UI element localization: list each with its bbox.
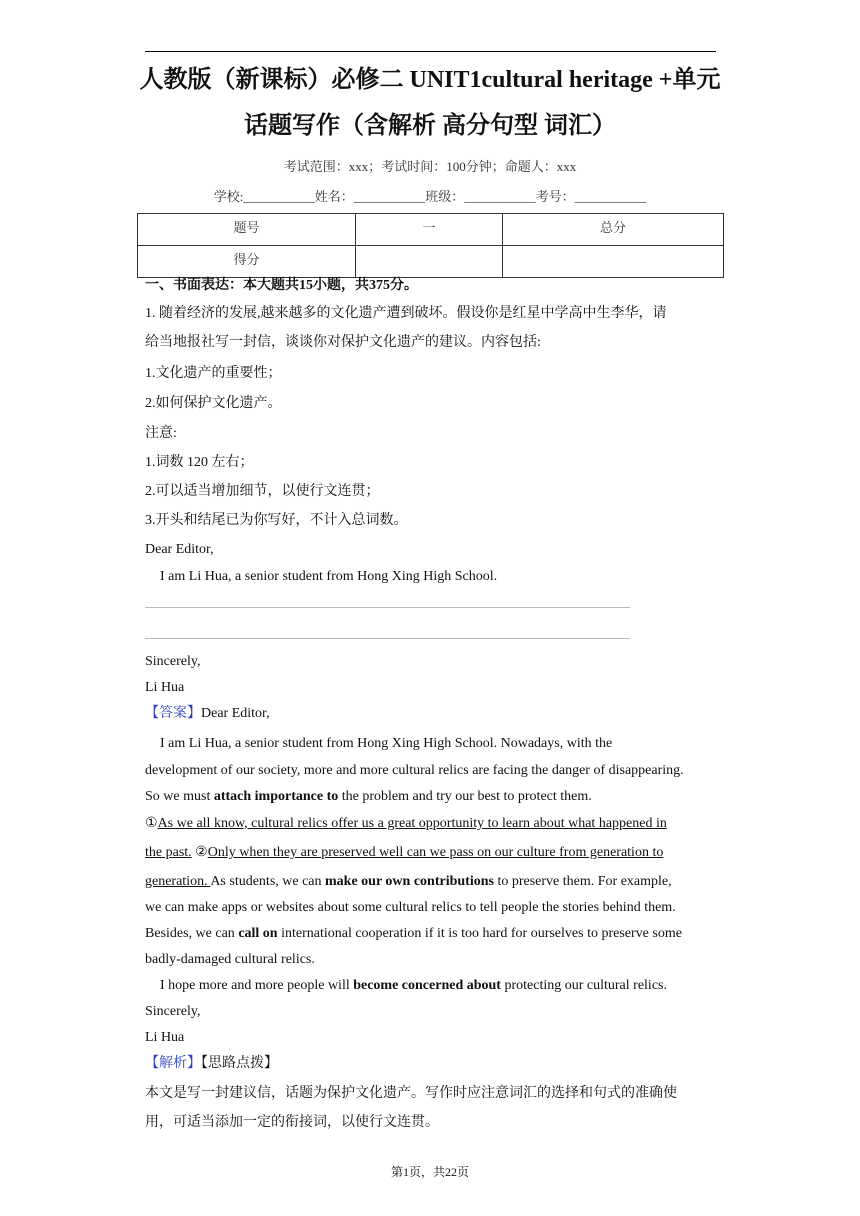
analysis-header	[145, 1055, 278, 1073]
answer-signature: Li Hua	[145, 1030, 185, 1045]
key-phrase: make our own contributions	[325, 874, 494, 889]
analysis-text: 用，可适当添加一定的衔接词，以使行文连贯。	[145, 1115, 439, 1130]
answer-text-span: Besides, we can	[145, 926, 239, 941]
answer-text	[145, 844, 663, 862]
table-row	[138, 214, 724, 246]
question-requirement: 2.如何保护文化遗产。	[145, 396, 282, 411]
header-rule	[145, 51, 716, 52]
letter-signature: Li Hua	[145, 680, 185, 695]
answer-blank-line	[145, 607, 630, 608]
section-heading-text: 分。	[390, 278, 418, 293]
key-phrase: attach importance to	[213, 789, 339, 804]
letter-closing: Sincerely,	[145, 654, 201, 669]
table-cell: 得分	[138, 246, 356, 278]
answer-text-span: protecting our cultural relics.	[500, 978, 667, 993]
note-item: 3.开头和结尾已为你写好，不计入总词数。	[145, 513, 408, 528]
table-cell	[503, 246, 724, 278]
answer-text-span: I hope more and more people will	[160, 978, 354, 993]
answer-text-span: the problem and try our best to protect them.	[338, 789, 592, 804]
analysis-text: 本文是写一封建议信，话题为保护文化遗产。写作时应注意词汇的选择和句式的准确使	[145, 1086, 677, 1101]
highlight-sentence: Only when they are preserved well can we pass on our culture from generation to	[207, 845, 664, 860]
section-heading	[145, 277, 418, 295]
answer-blank-line	[145, 638, 630, 639]
answer-text	[145, 925, 682, 943]
section-heading-text: 小题，共	[313, 278, 369, 293]
highlight-sentence: the past.	[145, 845, 192, 860]
answer-text-span: international cooperation if it is too hard for ourselves to preserve some	[277, 926, 682, 941]
letter-opening: I am Li Hua, a senior student from Hong Xing High School.	[160, 569, 498, 584]
sentence-marker: ②	[191, 845, 208, 860]
answer-text	[160, 977, 667, 995]
answer-text: we can make apps or websites about some cultural relics to tell people the stories behind them.	[145, 900, 676, 915]
answer-text	[145, 788, 592, 806]
table-row	[138, 246, 724, 278]
table-cell	[356, 246, 503, 278]
letter-greeting: Dear Editor,	[145, 542, 214, 557]
sentence-marker: ①	[145, 816, 158, 831]
doc-title-line2: 话题写作（含解析 高分句型 词汇）	[244, 113, 616, 139]
total-points: 375	[369, 278, 390, 293]
key-phrase: call on	[238, 926, 278, 941]
score-table	[137, 213, 724, 278]
answer-text-span: So we must	[145, 789, 214, 804]
answer-greeting: Dear Editor,	[201, 706, 270, 721]
answer-closing: Sincerely,	[145, 1004, 201, 1019]
answer-header	[145, 705, 270, 723]
answer-text-span: to preserve them. For example,	[493, 874, 672, 889]
note-item: 1.词数 120 左右；	[145, 455, 254, 470]
answer-text: development of our society, more and more cultural relics are facing the danger of disappearing.	[145, 763, 684, 778]
question-requirement: 1.文化遗产的重要性；	[145, 366, 282, 381]
highlight-sentence: generation.	[145, 874, 211, 889]
answer-text-span: As students, we can	[210, 874, 326, 889]
table-cell: 题号	[138, 214, 356, 246]
page-number: 第1页，共22页	[390, 1165, 469, 1179]
question-count: 15	[299, 278, 313, 293]
table-cell: 一	[356, 214, 503, 246]
student-fill-info: 学校:___________姓名：___________班级：___________考号：___________	[213, 189, 647, 204]
highlight-sentence: As we all know, cultural relics offer us a great opportunity to learn about what happened in	[157, 816, 667, 831]
doc-title-line1: 人教版（新课标）必修二 UNIT1cultural heritage +单元	[139, 67, 721, 93]
answer-text: I am Li Hua, a senior student from Hong Xing High School. Nowadays, with the	[160, 736, 613, 751]
answer-text	[145, 815, 667, 833]
question-text: 给当地报社写一封信，谈谈你对保护文化遗产的建议。内容包括:	[145, 335, 541, 350]
analysis-subtag: 【思路点拨】	[201, 1056, 278, 1071]
question-text: 1. 随着经济的发展,越来越多的文化遗产遭到破坏。假设你是红星中学高中生李华，请	[145, 306, 667, 321]
answer-text	[145, 873, 672, 891]
key-phrase: become concerned about	[353, 978, 501, 993]
note-item: 2.可以适当增加细节，以使行文连贯；	[145, 484, 380, 499]
answer-text: badly-damaged cultural relics.	[145, 952, 315, 967]
note-heading: 注意:	[145, 426, 177, 441]
table-cell: 总分	[503, 214, 724, 246]
exam-info: 考试范围：xxx；考试时间：100分钟；命题人：xxx	[283, 159, 577, 174]
answer-tag: 【答案】	[145, 706, 201, 721]
section-heading-text: 一、书面表达：本大题共	[145, 278, 299, 293]
analysis-tag: 【解析】	[145, 1056, 201, 1071]
